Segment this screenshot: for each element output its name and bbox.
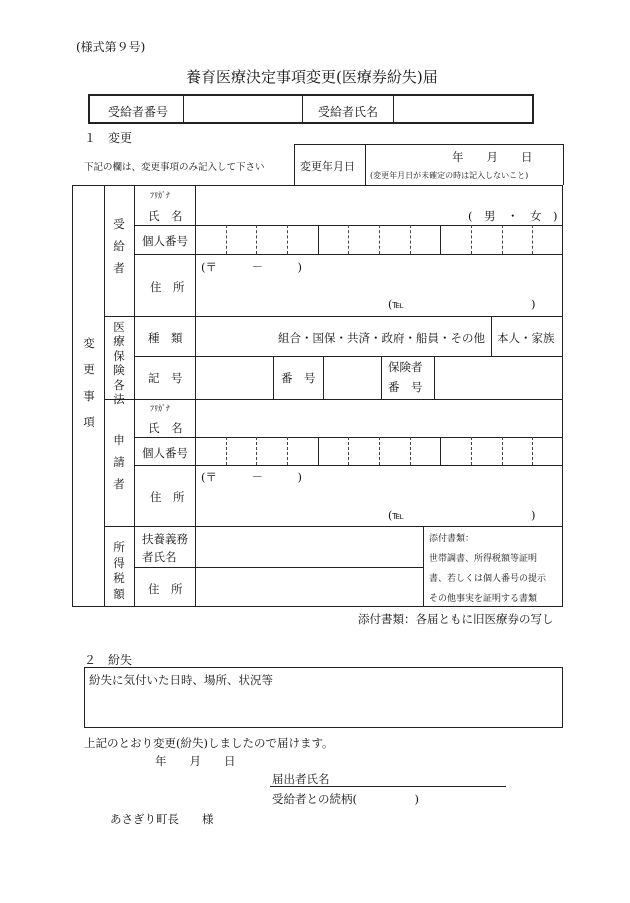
digit-divider: [348, 225, 349, 254]
applicant-postal[interactable]: (〒 － ): [201, 470, 302, 484]
mayor-addressee: あさぎり町長 様: [110, 812, 214, 826]
change-date-ymd[interactable]: 年 月 日: [452, 150, 533, 164]
supporter-name-field[interactable]: [198, 529, 420, 564]
recipient-name-field[interactable]: [396, 97, 531, 121]
digit-divider: [348, 437, 349, 465]
digit-divider: [256, 225, 257, 254]
insurance-kind-options[interactable]: 組合・国保・共済・政府・船員・その他: [278, 331, 485, 345]
insurance-symbol-label: 記 号: [148, 371, 183, 385]
digit-divider: [502, 225, 503, 254]
applicant-name-field[interactable]: [198, 402, 560, 434]
applicant-address-label: 住 所: [150, 490, 185, 504]
change-items-vertical-label: 変更事項: [83, 336, 95, 430]
recipient-group-label: 受給者: [113, 217, 125, 275]
insurer-label-2: 番 号: [388, 380, 423, 394]
section-loss-heading: ２ 紛失: [84, 653, 133, 667]
digit-divider: [318, 225, 319, 254]
instruction-text: 下記の欄は、変更事項のみ記入して下さい: [84, 162, 265, 173]
section-change-heading: １ 変更: [84, 131, 133, 145]
digit-divider: [440, 437, 441, 465]
attachment-note: 添付書類：各届ともに旧医療券の写し: [358, 612, 554, 626]
recipient-name-field-main[interactable]: [198, 188, 460, 222]
applicant-tel-close: ): [531, 508, 536, 522]
closing-date[interactable]: 年 月 日: [155, 754, 236, 768]
recipient-tel[interactable]: (℡: [388, 298, 405, 311]
digit-divider: [410, 437, 411, 465]
closing-statement: 上記のとおり変更(紛失)しましたので届けます。: [84, 736, 334, 750]
supporter-label-2: 者氏名: [142, 550, 177, 564]
insurance-relation-options[interactable]: 本人・家族: [497, 331, 555, 345]
digit-divider: [440, 225, 441, 254]
attachment-line-2: 書、若しくは個人番号の提示: [429, 574, 547, 584]
submitter-name-line[interactable]: [270, 786, 506, 787]
recipient-personal-no-label: 個人番号: [142, 234, 188, 248]
insurance-group-label: 医療保険各法: [113, 320, 125, 406]
recipient-tel-close: ): [531, 297, 536, 311]
recipient-number-field[interactable]: [186, 97, 299, 121]
applicant-group-label: 申請者: [113, 433, 125, 491]
applicant-furigana-label: ﾌﾘｶﾞﾅ: [150, 404, 170, 413]
recipient-address-label: 住 所: [150, 280, 185, 294]
digit-divider: [379, 437, 380, 465]
digit-divider: [379, 225, 380, 254]
digit-divider: [287, 437, 288, 465]
attachment-line-3: その他事実を証明する書類: [429, 594, 538, 604]
digit-divider: [256, 437, 257, 465]
attachment-title: 添付書類：: [429, 534, 475, 544]
digit-divider: [287, 225, 288, 254]
digit-divider: [318, 437, 319, 465]
digit-divider: [471, 437, 472, 465]
digit-divider: [226, 437, 227, 465]
loss-details-label: 紛失に気付いた日時、場所、状況等: [89, 673, 273, 687]
applicant-personal-no-label: 個人番号: [142, 446, 188, 460]
recipient-name-row-label: 氏 名: [148, 209, 183, 223]
insurance-symbol-field[interactable]: [198, 359, 270, 396]
insurance-number-field[interactable]: [326, 359, 378, 396]
recipient-number-label: 受給者番号: [108, 105, 169, 119]
change-date-note: (変更年月日が未確定の時は記入しないこと): [370, 171, 529, 180]
insurance-number-label: 番 号: [281, 371, 316, 385]
insurer-label-1: 保険者: [388, 360, 423, 374]
recipient-gender[interactable]: ( 男 ・ 女 ): [468, 209, 558, 223]
form-number: (様式第９号): [76, 40, 146, 54]
tax-address-field[interactable]: [198, 570, 420, 604]
digit-divider: [532, 225, 533, 254]
insurance-kind-label: 種 類: [148, 331, 183, 345]
digit-divider: [532, 437, 533, 465]
digit-divider: [226, 225, 227, 254]
digit-divider: [410, 225, 411, 254]
recipient-postal[interactable]: (〒 － ): [201, 260, 302, 274]
tax-group-label: 所得税額: [113, 540, 125, 601]
form-title: 養育医療決定事項変更(医療券紛失)届: [186, 68, 438, 86]
change-date-label: 変更年月日: [300, 160, 355, 173]
submitter-name-label: 届出者氏名: [272, 772, 330, 786]
attachment-line-1: 世帯調書、所得税額等証明: [429, 554, 538, 564]
digit-divider: [471, 225, 472, 254]
tax-address-label: 住 所: [148, 582, 183, 596]
applicant-tel[interactable]: (℡: [388, 509, 405, 522]
digit-divider: [502, 437, 503, 465]
recipient-furigana-label: ﾌﾘｶﾞﾅ: [150, 191, 170, 200]
relation-label[interactable]: 受給者との続柄( ): [272, 792, 419, 806]
recipient-name-label: 受給者氏名: [318, 105, 379, 119]
supporter-label-1: 扶養義務: [142, 532, 188, 546]
applicant-name-row-label: 氏 名: [148, 421, 183, 435]
insurer-number-field[interactable]: [437, 359, 560, 396]
